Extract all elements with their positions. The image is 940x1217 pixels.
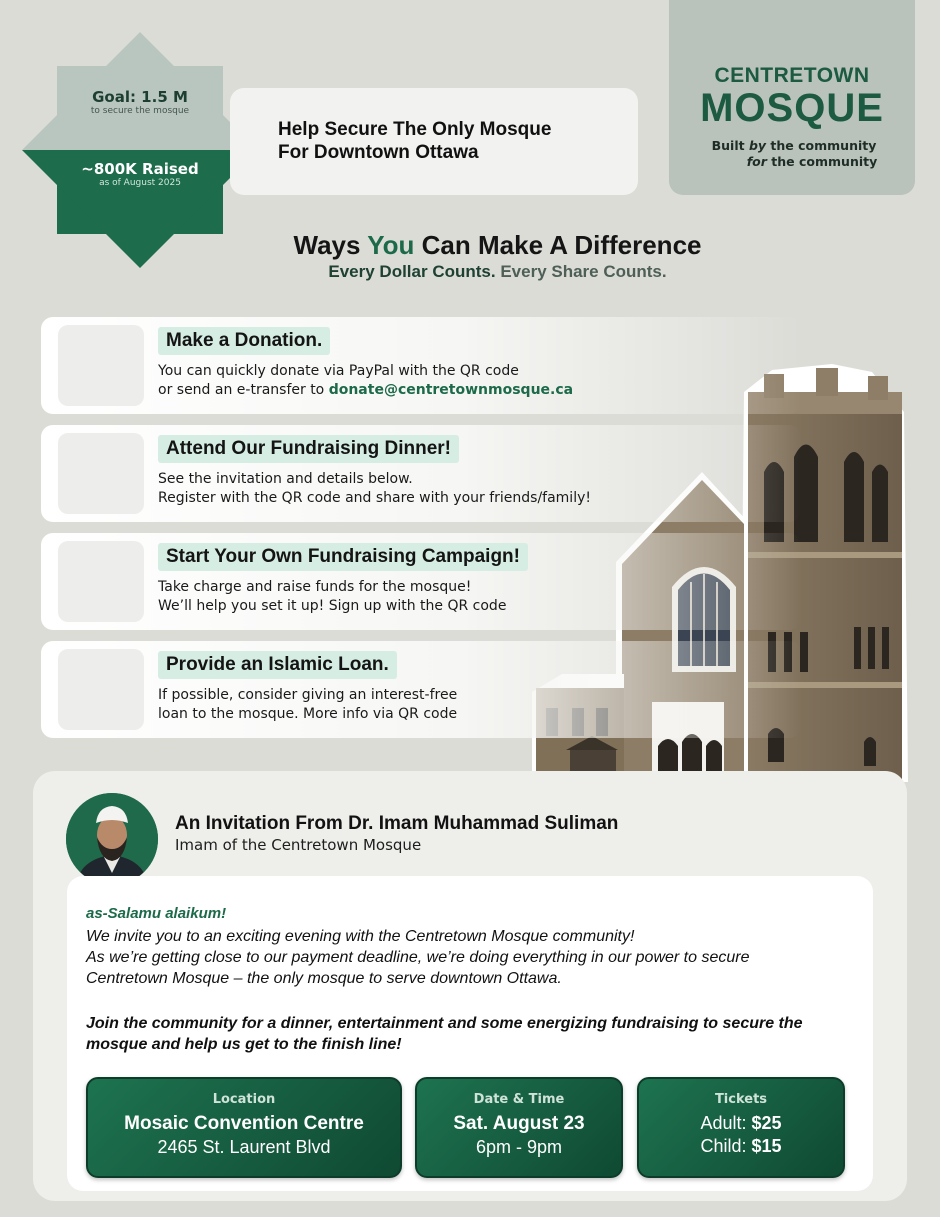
event-date: Sat. August 23 — [453, 1113, 585, 1134]
option-title: Provide an Islamic Loan. — [158, 651, 397, 679]
adult-price: $25 — [751, 1113, 782, 1133]
option-title: Attend Our Fundraising Dinner! — [158, 435, 459, 463]
option-line: Take charge and raise funds for the mosque! — [158, 579, 472, 595]
adult-label: Adult: — [700, 1113, 747, 1133]
option-card-loan — [41, 641, 801, 738]
tagline-italic-word: for — [746, 154, 767, 169]
logo-line-2: MOSQUE — [700, 86, 884, 130]
option-card-campaign — [41, 533, 801, 630]
qr-code-campaign[interactable] — [58, 541, 144, 622]
invitation-callout — [86, 1013, 866, 1055]
adult-ticket — [639, 1113, 843, 1134]
ways-title-accent: You — [367, 230, 415, 260]
option-line — [158, 381, 573, 400]
tagline-italic-word: by — [748, 138, 767, 153]
headline-box — [230, 88, 638, 195]
tagline-word: the community — [770, 138, 877, 153]
child-price: $15 — [751, 1136, 782, 1156]
child-label: Child: — [700, 1136, 747, 1156]
ways-title-word: Can Make A Difference — [421, 230, 702, 260]
goal-amount: Goal: 1.5 M — [92, 88, 188, 106]
headline-line-1: Help Secure The Only Mosque — [278, 119, 552, 140]
tagline-word: Built — [711, 138, 745, 153]
venue-name: Mosaic Convention Centre — [124, 1113, 364, 1134]
ways-subtitle-a: Every Dollar Counts. — [328, 262, 496, 281]
mosque-logo — [669, 0, 915, 195]
qr-code-loan[interactable] — [58, 649, 144, 730]
invitation-subtitle: Imam of the Centretown Mosque — [175, 836, 422, 854]
option-description — [158, 362, 573, 400]
ways-title — [0, 230, 940, 261]
option-line: You can quickly donate via PayPal with the QR code — [158, 363, 519, 379]
donation-email-link[interactable]: donate@centretownmosque.ca — [328, 382, 574, 398]
headline-line-2: For Downtown Ottawa — [278, 142, 479, 163]
option-card-donation — [41, 317, 801, 414]
body-line: As we’re getting close to our payment deadline, we’re doing everything in our power to secure — [86, 949, 750, 966]
invitation-body — [86, 926, 866, 989]
option-description — [158, 470, 591, 508]
option-card-dinner — [41, 425, 801, 522]
qr-code-donation[interactable] — [58, 325, 144, 406]
logo-tagline — [669, 138, 915, 170]
location-card — [86, 1077, 402, 1178]
option-line: Register with the QR code and share with your friends/family! — [158, 490, 591, 506]
callout-line: mosque and help us get to the finish line! — [86, 1036, 402, 1053]
datetime-card — [415, 1077, 623, 1178]
option-title: Start Your Own Fundraising Campaign! — [158, 543, 528, 571]
goal-label — [56, 88, 224, 116]
venue-address: 2465 St. Laurent Blvd — [157, 1137, 331, 1157]
ways-subtitle-b: Every Share Counts. — [500, 262, 667, 281]
email-prefix: or send an e-transfer to — [158, 382, 325, 398]
ways-title-word: Ways — [293, 230, 361, 260]
raised-label — [56, 160, 224, 188]
tagline-word: the community — [771, 154, 878, 169]
callout-line: Join the community for a dinner, entertainment and some energizing fundraising to secure the — [86, 1015, 803, 1032]
greeting: as-Salamu alaikum! — [86, 905, 227, 922]
option-line: loan to the mosque. More info via QR code — [158, 706, 458, 722]
option-description — [158, 686, 457, 724]
location-label: Location — [212, 1092, 276, 1107]
event-time: 6pm - 9pm — [475, 1137, 563, 1157]
raised-amount: ~800K Raised — [81, 160, 199, 178]
goal-note: to secure the mosque — [90, 106, 190, 116]
invitation-title: An Invitation From Dr. Imam Muhammad Suliman — [175, 813, 619, 834]
imam-portrait-image — [66, 793, 158, 885]
qr-code-dinner[interactable] — [58, 433, 144, 514]
datetime-label: Date & Time — [473, 1092, 565, 1107]
option-line: See the invitation and details below. — [158, 471, 413, 487]
body-line: We invite you to an exciting evening with the Centretown Mosque community! — [86, 928, 635, 945]
body-line: Centretown Mosque – the only mosque to serve downtown Ottawa. — [86, 970, 562, 987]
imam-avatar — [66, 793, 158, 885]
child-ticket — [639, 1136, 843, 1157]
raised-note: as of August 2025 — [99, 178, 181, 188]
option-title: Make a Donation. — [158, 327, 330, 355]
option-line: If possible, consider giving an interest-free — [158, 687, 458, 703]
logo-line-1: CENTRETOWN — [714, 64, 870, 87]
option-description — [158, 578, 506, 616]
tickets-label: Tickets — [714, 1092, 768, 1107]
tickets-card — [637, 1077, 845, 1178]
ways-subtitle — [0, 262, 940, 282]
option-line: We’ll help you set it up! Sign up with the QR code — [158, 598, 507, 614]
